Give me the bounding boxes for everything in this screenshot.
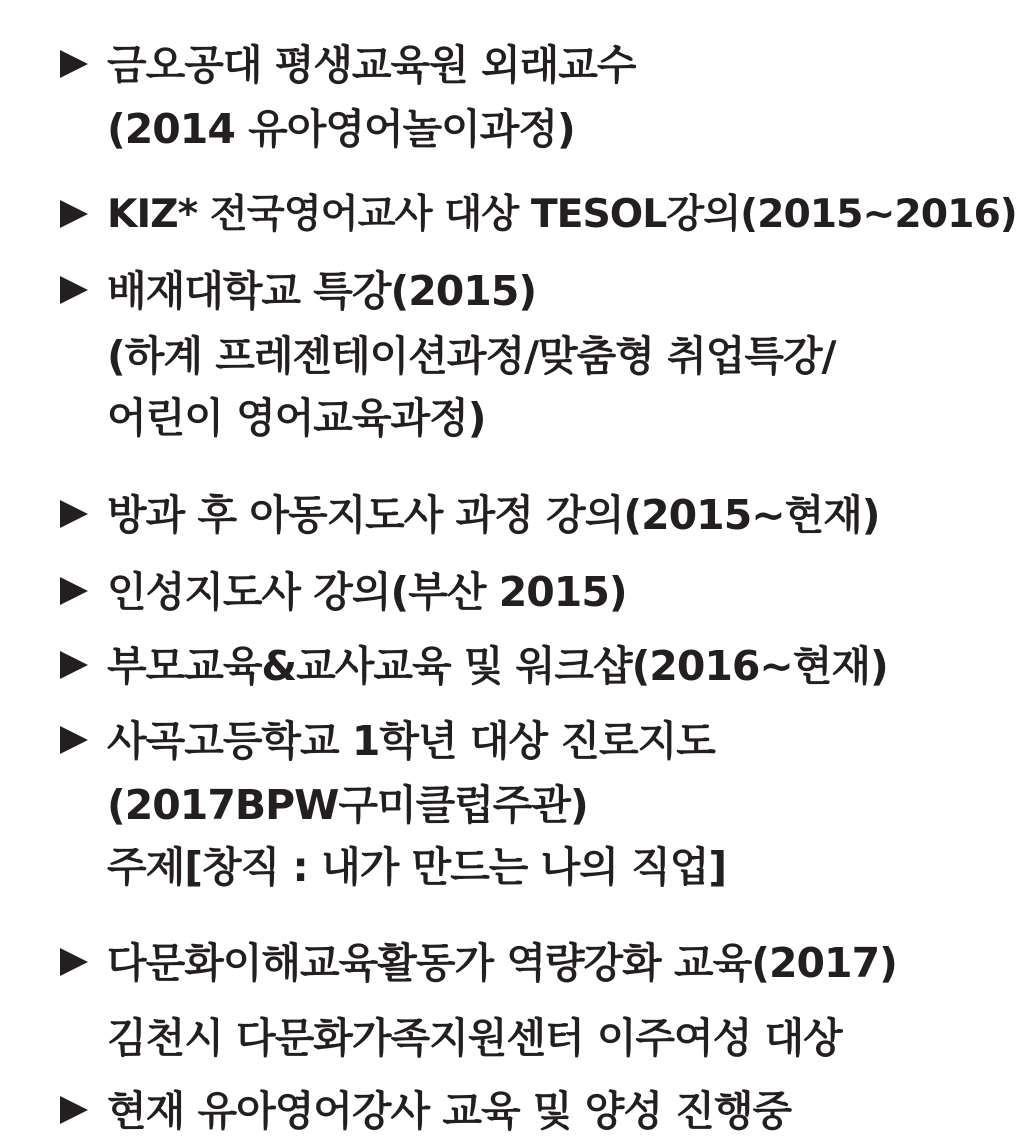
triangle-bullet-icon bbox=[60, 726, 88, 754]
triangle-bullet-icon bbox=[60, 577, 88, 605]
item-line: 주제[창직 : 내가 만드는 나의 직업] bbox=[107, 843, 727, 891]
item-line: 배재대학교 특강(2015) bbox=[107, 267, 537, 315]
item-line: 부모교육&교사교육 및 워크샵(2016~현재) bbox=[107, 642, 888, 690]
item-line: 어린이 영어교육과정) bbox=[107, 394, 486, 442]
triangle-bullet-icon bbox=[60, 1096, 88, 1124]
item-line: (2014 유아영어놀이과정) bbox=[107, 105, 575, 153]
item-line: 방과 후 아동지도사 과정 강의(2015~현재) bbox=[107, 491, 880, 539]
triangle-bullet-icon bbox=[60, 948, 88, 976]
triangle-bullet-icon bbox=[60, 276, 88, 304]
triangle-bullet-icon bbox=[60, 651, 88, 679]
item-line: 김천시 다문화가족지원센터 이주여성 대상 bbox=[107, 1014, 842, 1062]
item-line: 사곡고등학교 1학년 대상 진로지도 bbox=[107, 717, 715, 765]
triangle-bullet-icon bbox=[60, 500, 88, 528]
item-line: (하계 프레젠테이션과정/맞춤형 취업특강/ bbox=[107, 332, 836, 380]
item-line: 금오공대 평생교육원 외래교수 bbox=[107, 41, 636, 89]
item-line: (2017BPW구미클럽주관) bbox=[107, 781, 588, 829]
item-line: KIZ* 전국영어교사 대상 TESOL강의(2015~2016) bbox=[107, 192, 1017, 237]
item-line: 인성지도사 강의(부산 2015) bbox=[107, 568, 627, 616]
item-line: 다문화이해교육활동가 역량강화 교육(2017) bbox=[107, 939, 897, 987]
triangle-bullet-icon bbox=[60, 50, 88, 78]
triangle-bullet-icon bbox=[60, 200, 88, 228]
item-line: 현재 유아영어강사 교육 및 양성 진행중 bbox=[107, 1087, 792, 1135]
